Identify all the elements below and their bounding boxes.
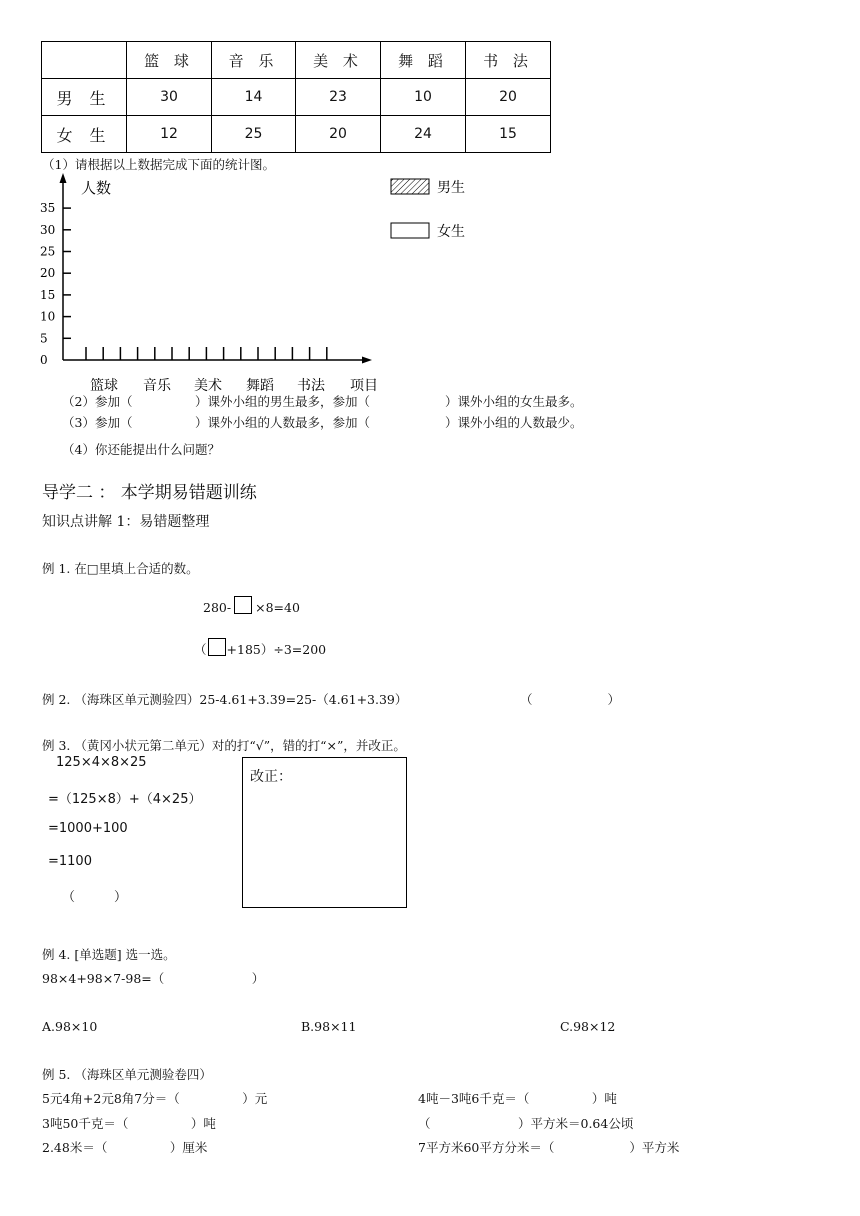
data-table [41,41,551,153]
example-1-title: 例 1. 在□里填上合适的数。 [42,561,199,576]
example-2-text: 例 2. （海珠区单元测验四）25-4.61+3.39=25-（4.61+3.39） [42,692,408,707]
table-cell: 30 [127,79,212,116]
legend-swatch-girls [391,223,429,238]
example-4-title: 例 4. [单选题] 选一选。 [42,947,176,962]
y-tick-label: 35 [40,201,56,216]
example-3-title: 例 3. （黄冈小状元第二单元）对的打“√”，错的打“×”，并改正。 [42,738,406,753]
x-axis-arrow [362,357,372,364]
conversion-item: 2.48米＝（ ）厘米 [42,1140,208,1155]
correction-box[interactable] [242,757,407,908]
question-4: （4）你还能提出什么问题？ [62,442,220,457]
table-header-cell: 美 术 [296,42,381,79]
table-cell: 25 [212,116,296,153]
y-tick-label: 25 [40,244,56,259]
table-cell: 20 [296,116,381,153]
legend-label-girls: 女生 [437,224,465,240]
conversion-item: 5元4角+2元8角7分＝（ ）元 [42,1091,268,1106]
answer-box[interactable] [234,596,252,614]
legend-label-boys: 男生 [437,180,465,196]
bar-chart-axes [30,170,450,398]
option-a[interactable]: A.98×10 [42,1019,98,1034]
expr-part: +185）÷3=200 [226,642,327,657]
table-cell: 23 [296,79,381,116]
x-category-label: 舞蹈 [246,378,274,394]
question-2: （2）参加（ ）课外小组的男生最多，参加（ ）课外小组的女生最多。 [62,394,583,409]
conversion-item: （ ）平方米＝0.64公顷 [418,1116,634,1131]
section-title: 导学二 ： 本学期易错题训练 [42,483,257,503]
y-tick-label: 15 [40,287,56,302]
answer-box[interactable] [208,638,226,656]
table-header-cell: 篮 球 [127,42,212,79]
table-cell: 14 [212,79,296,116]
y-tick-label: 0 [40,353,48,367]
question-1: （1）请根据以上数据完成下面的统计图。 [42,157,275,172]
y-axis-label: 人数 [81,179,112,197]
example-1-line-2 [194,638,326,658]
table-cell: 20 [466,79,551,116]
option-c[interactable]: C.98×12 [560,1019,616,1034]
subsection-title: 知识点讲解 1：易错题整理 [42,514,210,530]
calc-step: =1000+100 [48,821,128,836]
example-4-question: 98×4+98×7-98=（ ） [42,971,265,986]
table-row [42,79,551,116]
correction-label: 改正： [250,769,292,785]
chart-legend [390,176,490,246]
table-header-cell: 音 乐 [212,42,296,79]
x-category-label: 书法 [297,378,325,394]
table-header-row [42,42,551,79]
judgment-blank[interactable]: （ ） [62,890,128,905]
example-1-line-1 [203,596,300,615]
table-row-label: 女 生 [42,116,127,153]
x-axis-label: 项目 [350,378,378,394]
y-tick-label: 10 [40,309,56,324]
table-cell: 12 [127,116,212,153]
y-tick-label: 5 [40,331,48,346]
expr-part: ×8=40 [255,600,300,615]
table-cell: 24 [381,116,466,153]
y-tick-label: 20 [40,266,56,281]
conversion-item: 3吨50千克＝（ ）吨 [42,1116,216,1131]
legend-swatch-boys [391,179,429,194]
table-cell: 15 [466,116,551,153]
expr-part: 280- [203,600,232,615]
table-header-cell: 书 法 [466,42,551,79]
question-3: （3）参加（ ）课外小组的人数最多，参加（ ）课外小组的人数最少。 [62,415,583,430]
expr-part: （ [194,642,207,657]
y-tick-label: 30 [40,222,56,237]
conversion-item: 7平方米60平方分米＝（ ）平方米 [418,1140,680,1155]
table-row [42,116,551,153]
calc-step: 125×4×8×25 [56,755,147,770]
x-category-label: 音乐 [143,378,171,394]
table-row-label: 男 生 [42,79,127,116]
conversion-item: 4吨－3吨6千克＝（ ）吨 [418,1091,617,1106]
x-category-label: 篮球 [90,378,118,394]
calc-step: =（125×8）+（4×25） [48,792,202,807]
example-2-blank[interactable]: （ ） [520,692,621,707]
example-5-title: 例 5. （海珠区单元测验卷四） [42,1067,212,1082]
table-header-cell: 舞 蹈 [381,42,466,79]
x-category-label: 美术 [194,378,222,394]
calc-step: =1100 [48,854,92,869]
option-b[interactable]: B.98×11 [301,1019,357,1034]
table-cell: 10 [381,79,466,116]
table-header-cell [42,42,127,79]
y-axis-arrow [60,173,67,183]
